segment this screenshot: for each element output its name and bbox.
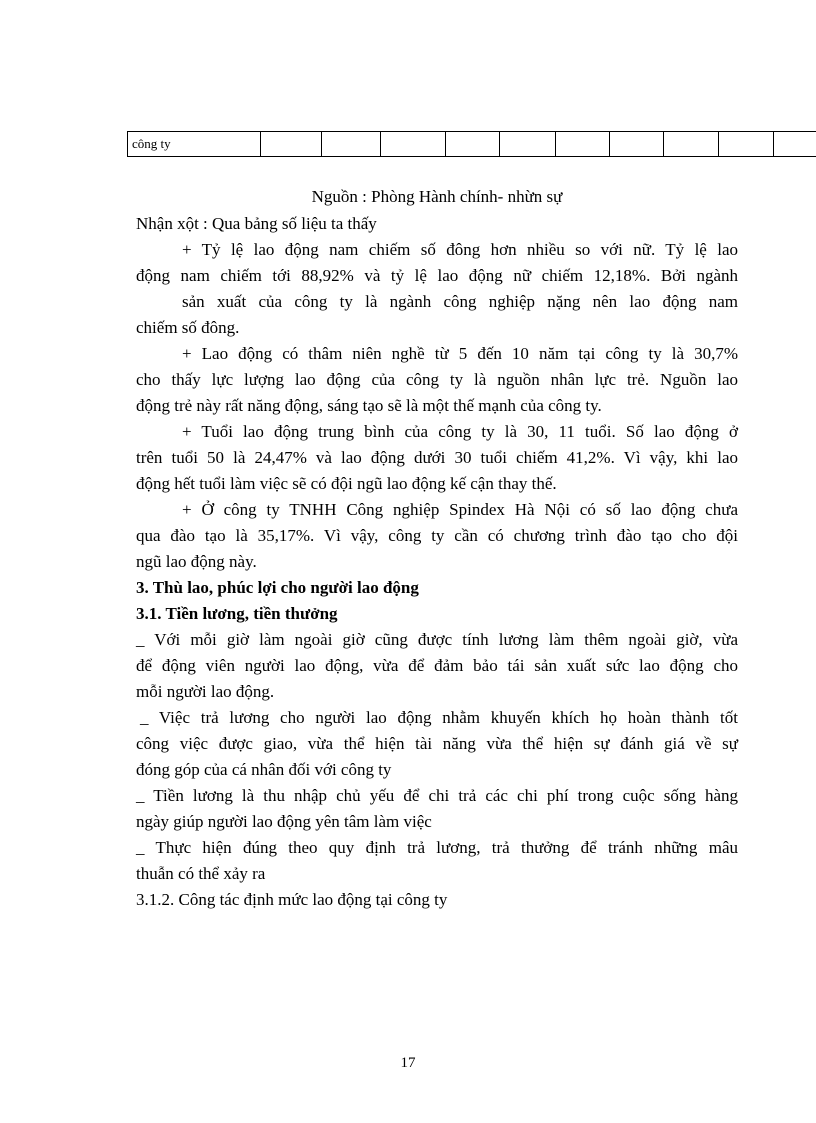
page-number: 17 <box>400 1055 416 1071</box>
bullet-salary-motivation <box>136 705 738 783</box>
table-cell <box>719 132 774 157</box>
text-line: để động viên người lao động, vừa để đảm bảo tái sản xuất sức lao động cho <box>136 656 738 675</box>
text-line: thuẫn có thể xảy ra <box>136 864 266 883</box>
text-line: động trẻ này rất năng động, sáng tạo sẽ là một thế mạnh của công ty. <box>136 396 602 415</box>
text-line: sản xuất của công ty là ngành công nghiệp nặng nên lao động nam <box>182 292 738 311</box>
subsection-heading: 3.1. Tiền lương, tiền thưởng <box>136 604 338 623</box>
text-line: đóng góp của cá nhân đối với công ty <box>136 760 392 779</box>
table-cell <box>261 132 322 157</box>
paragraph-gender-ratio <box>136 237 738 341</box>
text-line: động hết tuổi làm việc sẽ có đội ngũ lao động kế cận thay thế. <box>136 474 557 493</box>
subsection-heading-3-1-2: 3.1.2. Công tác định mức lao động tại công ty <box>136 890 448 909</box>
table-cell <box>322 132 381 157</box>
bullet-compliance <box>136 835 738 887</box>
text-line: chiếm số đông. <box>136 318 240 337</box>
text-line: + Ở công ty TNHH Công nghiệp Spindex Hà Nội có số lao động chưa <box>182 500 738 519</box>
text-line: + Tỷ lệ lao động nam chiếm số đông hơn nhiều so với nữ. Tỷ lệ lao <box>182 240 738 259</box>
section-heading: 3. Thù lao, phúc lợi cho người lao động <box>136 578 419 597</box>
text-line: mỗi người lao động. <box>136 682 275 701</box>
table-cell <box>556 132 610 157</box>
text-line: + Tuổi lao động trung bình của công ty là 30, 11 tuổi. Số lao động ở <box>182 422 738 441</box>
text-line: trên tuổi 50 là 24,47% và lao động dưới 30 tuổi chiếm 41,2%. Vì vậy, khi lao <box>136 448 738 467</box>
intro-line: Nhận xột : Qua bảng số liệu ta thấy <box>136 214 377 233</box>
text-line: _ Tiền lương là thu nhập chủ yếu để chi trả các chi phí trong cuộc sống hàng <box>136 786 738 805</box>
data-table <box>127 131 816 157</box>
table-cell <box>664 132 719 157</box>
text-line: qua đào tạo là 35,17%. Vì vậy, công ty cần có chương trình đào tạo cho đội <box>136 526 738 545</box>
table-row <box>128 132 816 157</box>
text-line: _ Thực hiện đúng theo quy định trả lương, trả thưởng để tránh những mâu <box>136 838 738 857</box>
table-cell <box>500 132 556 157</box>
text-line: cho thấy lực lượng lao động của công ty là nguồn nhân lực trẻ. Nguồn lao <box>136 370 738 389</box>
body-text <box>136 211 738 913</box>
table-cell <box>774 132 816 157</box>
text-line: động nam chiếm tới 88,92% và tỷ lệ lao động nữ chiếm 12,18%. Bởi ngành <box>136 266 738 285</box>
table-cell-label: công ty <box>128 132 261 157</box>
bullet-salary-income <box>136 783 738 835</box>
table-cell <box>381 132 446 157</box>
bullet-overtime <box>136 627 738 705</box>
table-cell <box>610 132 664 157</box>
table-cell <box>446 132 500 157</box>
paragraph-age <box>136 419 738 497</box>
text-line: ngày giúp người lao động yên tâm làm việc <box>136 812 432 831</box>
text-line: + Lao động có thâm niên nghề từ 5 đến 10 năm tại công ty là 30,7% <box>182 344 738 363</box>
text-line: công việc được giao, vừa thể hiện tài năng vừa thể hiện sự đánh giá về sự <box>136 734 738 753</box>
paragraph-seniority <box>136 341 738 419</box>
text-line: _ Việc trả lương cho người lao động nhằm khuyến khích họ hoàn thành tốt <box>140 708 738 727</box>
text-line: ngũ lao động này. <box>136 552 257 571</box>
text-line: _ Với mỗi giờ làm ngoài giờ cũng được tính lương làm thêm ngoài giờ, vừa <box>136 630 738 649</box>
paragraph-training <box>136 497 738 575</box>
source-note: Nguồn : Phòng Hành chính- nhừn sự <box>311 187 563 206</box>
